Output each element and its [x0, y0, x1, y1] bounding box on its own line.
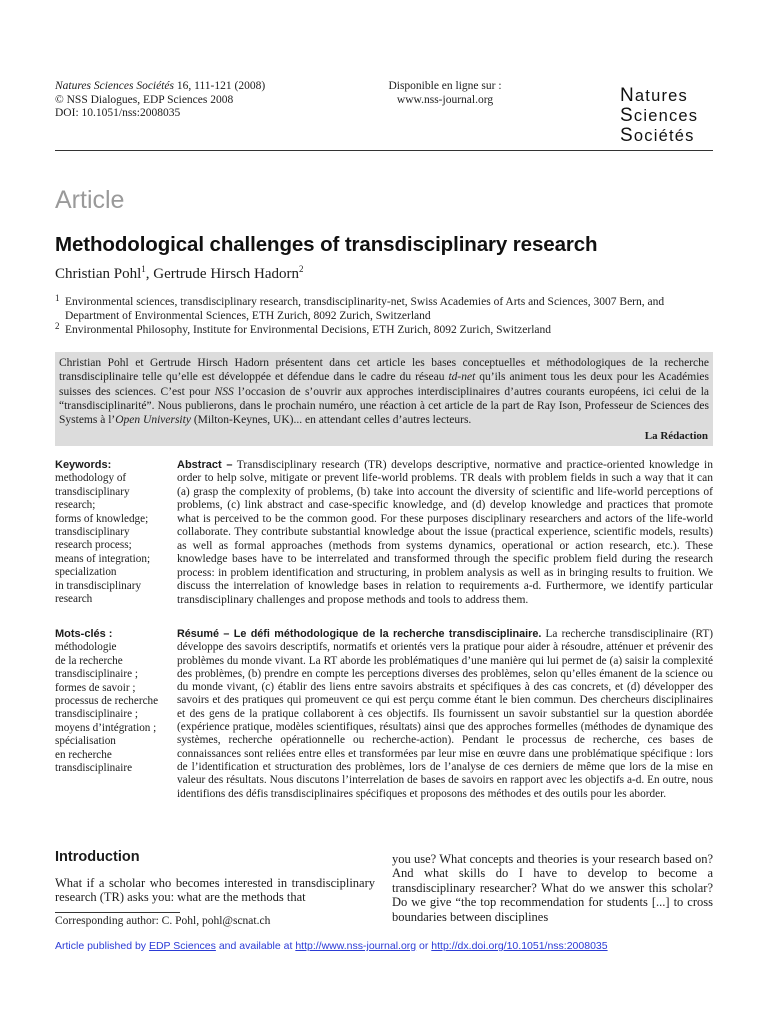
- introduction-heading: Introduction: [55, 849, 140, 865]
- article-title: Methodological challenges of transdisciplinary research: [55, 233, 598, 256]
- motcle-line: de la recherche: [55, 654, 123, 667]
- doi-link[interactable]: http://dx.doi.org/10.1051/nss:2008035: [431, 940, 608, 952]
- motscles-heading: Mots-clés :: [55, 628, 113, 640]
- journal-site-link[interactable]: http://www.nss-journal.org: [295, 940, 417, 952]
- motcle-line: méthodologie: [55, 641, 117, 654]
- abstract-paragraph: [177, 459, 713, 607]
- editorial-signature: La Rédaction: [644, 430, 708, 442]
- keywords-heading: Keywords:: [55, 459, 112, 471]
- keyword-line: transdisciplinary: [55, 526, 130, 539]
- motcle-line: moyens d’intégration ;: [55, 721, 157, 734]
- keyword-line: research;: [55, 499, 96, 512]
- motcle-line: formes de savoir ;: [55, 681, 136, 694]
- motcle-line: en recherche: [55, 748, 112, 761]
- journal-reference: [55, 80, 355, 94]
- journal-volume: 16, 111-121 (2008): [174, 80, 266, 92]
- keywords-block: [55, 459, 173, 606]
- keyword-line: methodology of: [55, 472, 127, 485]
- motcle-line: transdisciplinaire ;: [55, 708, 138, 721]
- introduction-left-column: What if a scholar who becomes interested in transdisciplinary research (TR) asks you: what are the methods that: [55, 876, 375, 905]
- author-2-affil-mark: 2: [299, 264, 304, 274]
- abstract-heading: Abstract –: [177, 459, 233, 471]
- copyright-line: © NSS Dialogues, EDP Sciences 2008: [55, 93, 234, 106]
- author-list: [55, 266, 304, 283]
- author-1-affil-mark: 1: [141, 264, 146, 274]
- affiliation-2: 2 Environmental Philosophy, Institute for Environmental Decisions, ETH Zurich, 8092 Zurich, Switzerland: [55, 323, 715, 337]
- footnote-rule: [55, 912, 180, 913]
- keyword-line: means of integration;: [55, 552, 151, 565]
- online-label: Disponible en ligne sur :: [388, 80, 502, 92]
- motcle-line: transdisciplinaire: [55, 762, 133, 775]
- author-separator: ,: [145, 266, 154, 282]
- doi-line: DOI: 10.1051/nss:2008035: [55, 107, 181, 119]
- keyword-line: research: [55, 593, 93, 606]
- editorial-note-text: Christian Pohl et Gertrude Hirsch Hadorn présentent dans cet article les bases conceptuelles et méthodologiques de la recherche transdisciplinaire telle qu’elle est développée et défendue dans le cadre du réseau td-net qu’ils animent tous les deux pour les Académies suisses des sciences. C’est pour NSS l’occasion de s’ouvrir aux approches interdisciplinaires d’autres courants européens, ici celui de la “transdisciplinarité”. Nous publierons, dans le prochain numéro, une réaction à cet article de la part de Ray Ison, Professeur de Sciences des Systems à l’Open University (Milton-Keynes, UK)... en attendant celles d’autres lecteurs.: [59, 357, 709, 427]
- journal-citation: [55, 80, 355, 121]
- editorial-note-box: [55, 352, 713, 446]
- header-divider: [55, 150, 713, 151]
- affiliation-1: 1 Environmental sciences, transdisciplinary research, transdisciplinarity-net, Swiss Academies of Arts and Sciences, 3007 Bern, and Department of Environmental Sciences, ETH Zurich, 8092 Zurich, Switzerland: [55, 295, 715, 323]
- motcle-line: spécialisation: [55, 735, 116, 748]
- affiliation-1-text: Environmental sciences, transdisciplinary research, transdisciplinarity-net, Swiss Academies of Arts and Sciences, 3007 Bern, and Department of Environmental Sciences, ETH Zurich, 8092 Zurich, Switzerland: [65, 296, 665, 322]
- abstract-text: Transdisciplinary research (TR) develops descriptive, normative and practice-oriented knowledge in order to help solve, mitigate or prevent life-world problems. TR deals with problem fields in such a way that it can (a) grasp the complexity of problems, (b) take into account the diversity of scientific and life-world perceptions of problems, (c) link abstract and case-specific knowledge, and (d) develop knowledge and practices that promote what is perceived to be the common good. For these purposes disciplinary researchers and actors of the life-world collaborate. They contribute substantial knowledge about the issue (practical experience, scientific models, results) as well as formal approaches (methods from systems dynamics, operational or action research, etc.). These knowledge bases have to be interrelated and transformed through the specific problem field during the research process: in problem identification and structuring, in problem analysis as well as in bringing results to fruition. We discuss the interrelation of knowledge bases in relation to requirements a-d. Furthermore, we identify particular transdisciplinary challenges and propose methods and tools to address them.: [177, 459, 713, 606]
- online-availability: [360, 80, 530, 107]
- motscles-block: [55, 628, 175, 775]
- author-2: Gertrude Hirsch Hadorn: [153, 266, 300, 282]
- motcle-line: transdisciplinaire ;: [55, 668, 138, 681]
- journal-name: Natures Sciences Sociétés: [55, 80, 175, 92]
- keyword-line: transdisciplinary: [55, 485, 130, 498]
- keyword-line: research process;: [55, 539, 132, 552]
- journal-logo: [620, 86, 720, 146]
- resume-text: La recherche transdisciplinaire (RT) développe des savoirs descriptifs, normatifs et orientés vers la pratique pour aider à résoudre, atténuer et prévenir des problèmes du monde vivant. La RT aborde les problématiques d’une manière qui lui permet de (a) saisir la complexité des problèmes, (b) prendre en compte les perceptions diverses des problèmes, selon qu’elles émanent de la science ou du monde vivant, (c) établir des liens entre savoirs abstraits et spécifiques à des cas concrets, et (d) développer des savoirs et des pratiques qui promeuvent ce qui est perçu comme étant le bien commun. Des chercheurs disciplinaires et des gens de la pratique collaborent à ces objectifs. Ils fournissent un savoir substantiel sur la question abordée (expérience pratique, modèles scientifiques, résultats) ainsi que des approches formelles (méthodes de dynamique des systèmes, recherche opérationnelle ou recherche-action). Pendant le processus de recherche, ces bases de connaissances sont reliées entre elles et transformées par leur mise en œuvre dans une problématique spécifique : lors de l’identification et structuration des problèmes, lors de l’analyse de ces derniers de même que lors de la mise en valeur des résultats. Nous discutons l’interrelation de bases de savoirs en rapport avec les objectifs a-d. En outre, nous identifions des défis transdisciplinaires spécifiques et proposons des méthodes et des outils pour les aborder.: [177, 628, 713, 800]
- logo-line-3: Sociétés: [620, 125, 695, 146]
- motcle-line: processus de recherche: [55, 695, 159, 708]
- resume-heading: Résumé – Le défi méthodologique de la recherche transdisciplinaire.: [177, 628, 542, 640]
- author-1: Christian Pohl: [55, 266, 142, 282]
- logo-line-2: Sciences: [620, 105, 699, 126]
- keyword-line: in transdisciplinary: [55, 579, 142, 592]
- logo-line-1: Natures: [620, 85, 688, 106]
- keyword-line: specialization: [55, 566, 117, 579]
- keyword-line: forms of knowledge;: [55, 512, 149, 525]
- publisher-line: Article published by EDP Sciences and available at http://www.nss-journal.org or http://dx.doi.org/10.1051/nss:2008035: [55, 940, 608, 952]
- resume-paragraph: [177, 628, 713, 801]
- publisher-link[interactable]: EDP Sciences: [148, 940, 216, 952]
- online-url[interactable]: www.nss-journal.org: [396, 93, 494, 106]
- corresponding-author-footnote: Corresponding author: C. Pohl, pohl@scnat.ch: [55, 915, 271, 927]
- affiliation-2-text: Environmental Philosophy, Institute for Environmental Decisions, ETH Zurich, 8092 Zurich, Switzerland: [65, 324, 551, 336]
- article-type-label: Article: [55, 186, 125, 214]
- introduction-right-column: you use? What concepts and theories is your research based on? And what skills do I have to develop to become a transdisciplinary researcher? What do we answer this scholar? Do we give “the top recommendation for students [...] to cross boundaries between disciplines: [392, 852, 713, 924]
